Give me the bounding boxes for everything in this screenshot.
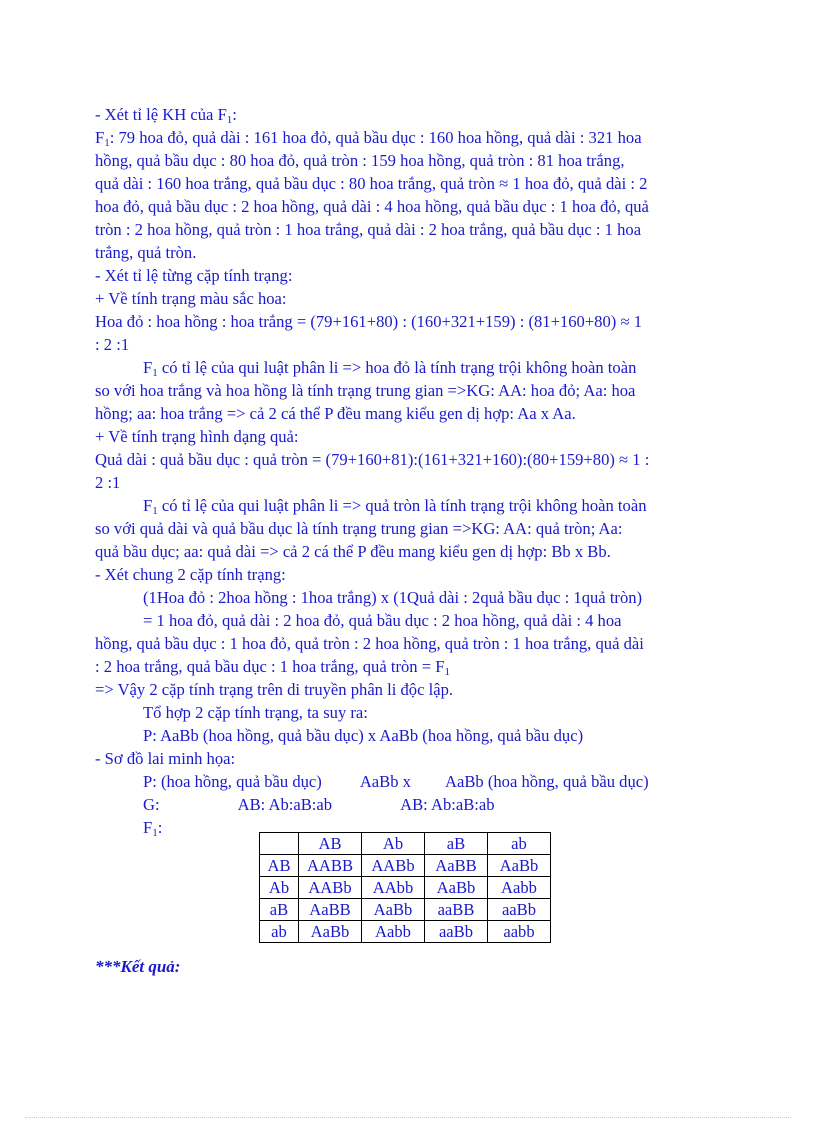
table-row	[260, 877, 551, 899]
text-span: AB: Ab:aB:ab	[400, 795, 495, 814]
text-line: trắng, quả tròn.	[95, 243, 197, 262]
table-row	[260, 899, 551, 921]
text-span: F	[95, 128, 105, 147]
table-cell: AB	[260, 855, 299, 877]
text-line: Quả dài : quả bầu dục : quả tròn = (79+160+81):(161+321+160):(80+159+80) ≈ 1 :	[95, 450, 650, 469]
text-span: AB: Ab:aB:ab	[237, 795, 333, 814]
text-span: P: (hoa hồng, quả bầu dục)	[143, 772, 322, 791]
text-span: :	[232, 105, 237, 124]
subscript: 1	[104, 137, 110, 149]
subscript: 1	[152, 827, 158, 839]
text-span: có tỉ lệ của qui luật phân li => hoa đỏ là tính trạng trội không hoàn toàn	[157, 358, 637, 377]
table-cell: AaBB	[425, 855, 488, 877]
text-line: 2 :1	[95, 473, 121, 492]
table-cell: AaBb	[488, 855, 551, 877]
text-line: so với quả dài và quả bầu dục là tính trạng trung gian =>KG: AA: quả tròn; Aa:	[95, 519, 623, 538]
table-cell: AB	[299, 833, 362, 855]
subscript: 1	[152, 367, 158, 379]
text-line: hồng; aa: hoa trắng => cả 2 cá thể P đều mang kiểu gen dị hợp: Aa x Aa.	[95, 404, 576, 423]
subscript: 1	[226, 114, 233, 126]
table-cell: aB	[260, 899, 299, 921]
table-cell	[260, 833, 299, 855]
text-span: F	[143, 496, 153, 515]
text-line: + Về tính trạng màu sắc hoa:	[95, 289, 287, 308]
text-span: AaBb (hoa hồng, quả bầu dục)	[444, 772, 649, 791]
table-cell: AaBb	[362, 899, 425, 921]
table-cell: Aabb	[488, 877, 551, 899]
text-line: quả dài : 160 hoa trắng, quả bầu dục : 80 hoa trắng, quả tròn ≈ 1 hoa đỏ, quả dài : 2	[95, 174, 648, 193]
text-line: hồng, quả bầu dục : 80 hoa đỏ, quả tròn : 159 hoa hồng, quả tròn : 81 hoa trắng,	[95, 151, 625, 170]
page-bottom-divider	[25, 1117, 791, 1118]
table-header-row	[260, 833, 551, 855]
text-span: - Xét tỉ lệ KH của F	[95, 105, 227, 124]
text-span: :	[157, 818, 163, 837]
text-span: G:	[143, 795, 160, 814]
text-line	[95, 103, 735, 126]
table-cell: AABB	[299, 855, 362, 877]
punnett-square-table	[259, 832, 551, 943]
table-row	[260, 855, 551, 877]
subscript: 1	[152, 505, 158, 517]
text-line: Hoa đỏ : hoa hồng : hoa trắng = (79+161+80) : (160+321+159) : (81+160+80) ≈ 1	[95, 312, 643, 331]
table-cell: AaBB	[299, 899, 362, 921]
text-line: so với hoa trắng và hoa hồng là tính trạng trung gian =>KG: AA: hoa đỏ; Aa: hoa	[95, 381, 636, 400]
table-cell: aaBb	[488, 899, 551, 921]
text-span: F	[143, 358, 153, 377]
text-line: hồng, quả bầu dục : 1 hoa đỏ, quả tròn : 2 hoa hồng, quả tròn : 1 hoa trắng, quả dài	[95, 634, 644, 653]
table-cell: aB	[425, 833, 488, 855]
text-line	[95, 356, 735, 379]
text-line: : 2 :1	[95, 335, 130, 354]
table-cell: AABb	[362, 855, 425, 877]
text-span: AaBb x	[359, 772, 411, 791]
result-heading: ***Kết quả:	[95, 957, 181, 976]
text-line: - Xét tỉ lệ từng cặp tính trạng:	[95, 266, 293, 285]
text-line: quả bầu dục; aa: quả dài => cả 2 cá thể P đều mang kiểu gen dị hợp: Bb x Bb.	[95, 542, 611, 561]
table-cell: AaBb	[425, 877, 488, 899]
text-line: (1Hoa đỏ : 2hoa hồng : 1hoa trắng) x (1Quả dài : 2quả bầu dục : 1quả tròn)	[143, 588, 643, 607]
table-cell: aaBb	[425, 921, 488, 943]
table-row	[260, 921, 551, 943]
text-line	[95, 126, 735, 149]
text-line: hoa đỏ, quả bầu dục : 2 hoa hồng, quả dài : 4 hoa hồng, quả bầu dục : 1 hoa đỏ, quả	[95, 197, 649, 216]
table-cell: Aabb	[362, 921, 425, 943]
text-line	[95, 793, 735, 816]
table-cell: Ab	[362, 833, 425, 855]
table-cell: AaBb	[299, 921, 362, 943]
text-line	[95, 655, 735, 678]
table-cell: ab	[260, 921, 299, 943]
table-cell: AABb	[299, 877, 362, 899]
table-cell: aaBB	[425, 899, 488, 921]
text-line: P: AaBb (hoa hồng, quả bầu dục) x AaBb (hoa hồng, quả bầu dục)	[143, 726, 584, 745]
text-span: : 2 hoa trắng, quả bầu dục : 1 hoa trắng, quả tròn = F	[95, 657, 445, 676]
table-cell: Ab	[260, 877, 299, 899]
document-body	[95, 103, 735, 839]
table-cell: ab	[488, 833, 551, 855]
text-line	[95, 770, 735, 793]
text-line: Tổ hợp 2 cặp tính trạng, ta suy ra:	[143, 703, 368, 722]
text-line	[95, 494, 735, 517]
text-line: + Về tính trạng hình dạng quả:	[95, 427, 299, 446]
text-line: - Xét chung 2 cặp tính trạng:	[95, 565, 286, 584]
table-cell: AAbb	[362, 877, 425, 899]
text-span: : 79 hoa đỏ, quả dài : 161 hoa đỏ, quả bầu dục : 160 hoa hồng, quả dài : 321 hoa	[109, 128, 642, 147]
text-line: => Vậy 2 cặp tính trạng trên di truyền phân li độc lập.	[95, 680, 454, 699]
text-line: = 1 hoa đỏ, quả dài : 2 hoa đỏ, quả bầu dục : 2 hoa hồng, quả dài : 4 hoa	[143, 611, 622, 630]
table-cell: aabb	[488, 921, 551, 943]
text-span: có tỉ lệ của qui luật phân li => quả tròn là tính trạng trội không hoàn toàn	[157, 496, 647, 515]
subscript: 1	[444, 666, 450, 678]
text-line: - Sơ đồ lai minh họa:	[95, 749, 236, 768]
text-span: F	[143, 818, 153, 837]
text-line: tròn : 2 hoa hồng, quả tròn : 1 hoa trắng, quả dài : 2 hoa trắng, quả bầu dục : 1 hoa	[95, 220, 642, 239]
